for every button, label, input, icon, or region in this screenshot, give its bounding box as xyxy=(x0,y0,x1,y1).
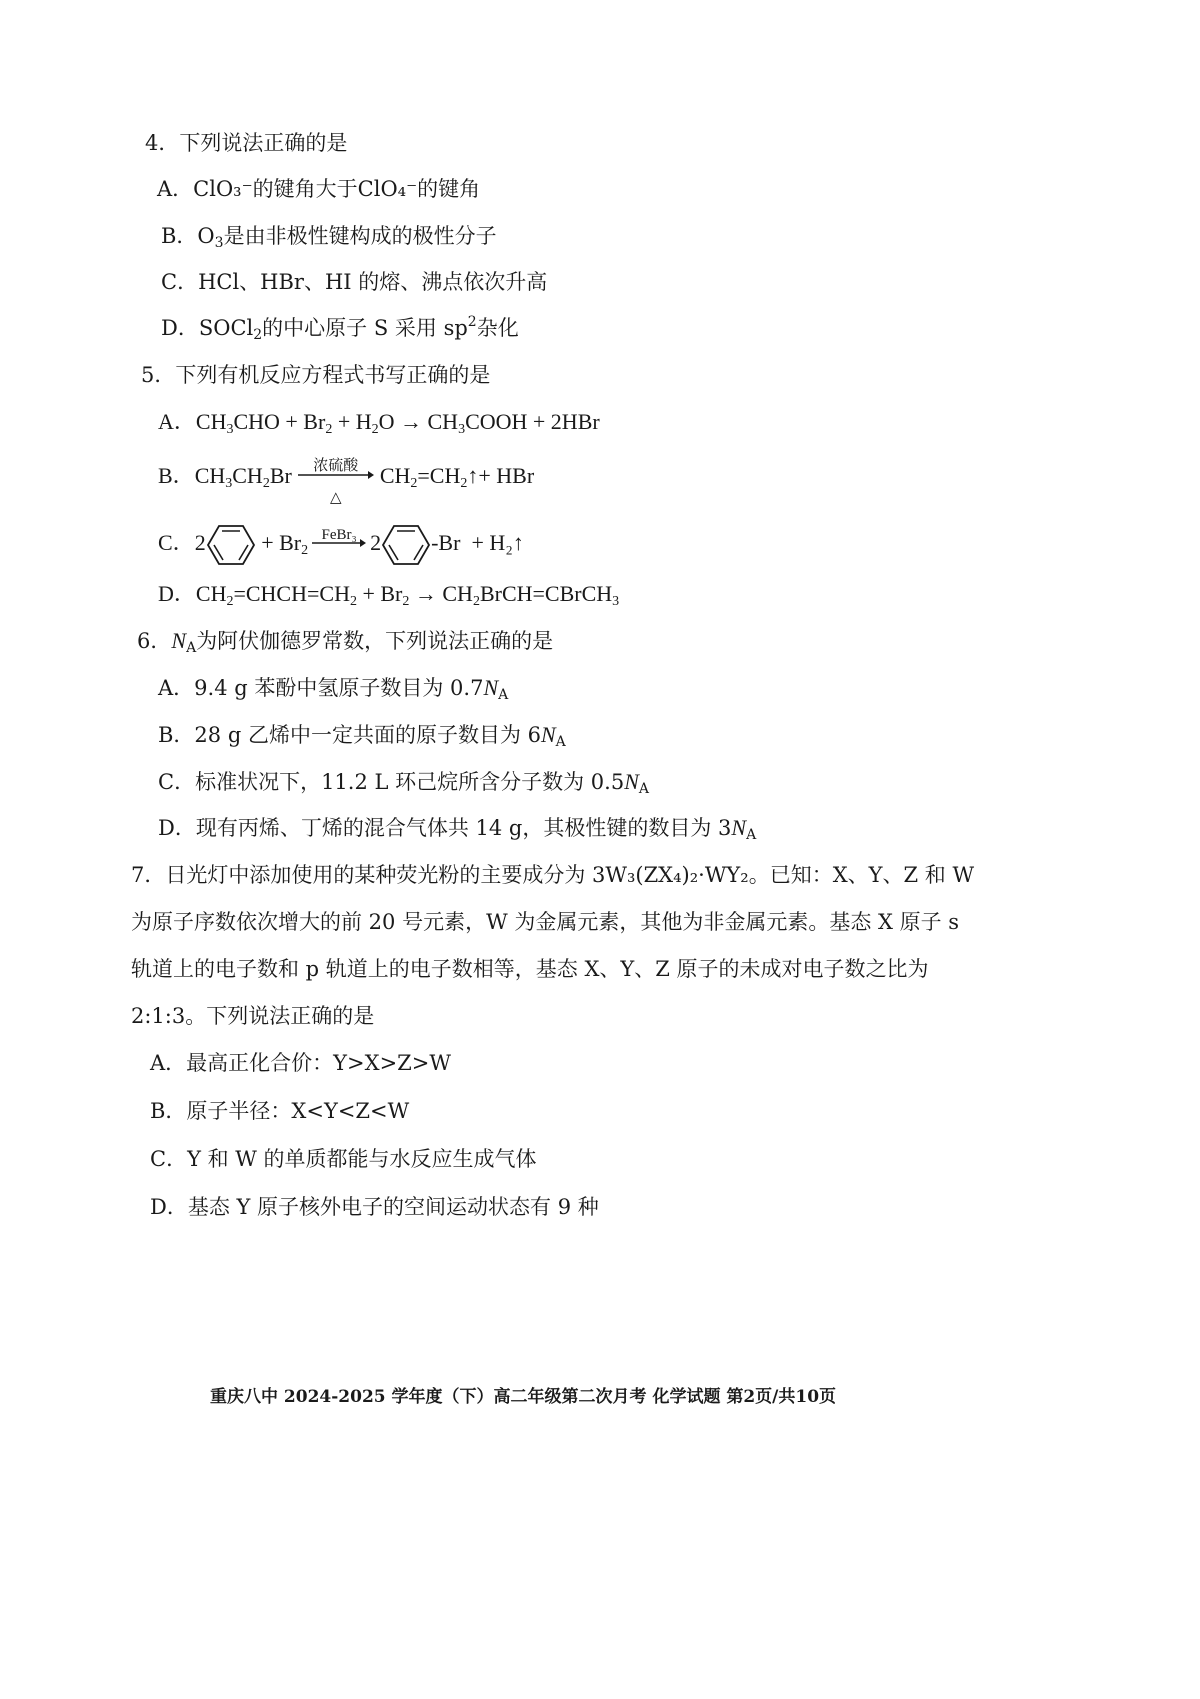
q7-line4: 2:1:3。下列说法正确的是 xyxy=(131,1004,375,1028)
q6-option-b xyxy=(158,720,566,750)
benzene-ring-icon xyxy=(206,523,256,567)
q6-b-text: B．28 g 乙烯中一定共面的原子数目为 6 xyxy=(158,723,541,747)
reaction-arrow-c xyxy=(312,527,366,560)
q6-b-na: N xyxy=(540,722,556,747)
q5-option-c xyxy=(158,523,524,567)
q6-option-d xyxy=(158,813,756,843)
q5-c-coef2: 2 xyxy=(370,530,382,556)
q5-b-label: B． xyxy=(158,463,195,488)
q7-line1: 7．日光灯中添加使用的某种荧光粉的主要成分为 3W₃(ZX₄)₂·WY₂。已知：X、Y、Z 和 W xyxy=(131,863,975,887)
q6-b-na-sub: A xyxy=(555,734,566,750)
q6-option-c xyxy=(158,767,649,797)
q4-d-post: 杂化 xyxy=(476,316,519,340)
q4-b-pre: B．O xyxy=(161,224,215,248)
q6-stem-post: 为阿伏伽德罗常数，下列说法正确的是 xyxy=(196,629,554,653)
q4-d-sup: 2 xyxy=(467,314,477,330)
q6-d-na: N xyxy=(731,815,747,840)
q4-option-c: C．HCl、HBr、HI 的熔、沸点依次升高 xyxy=(161,270,548,294)
q5-d-label: D． xyxy=(158,581,196,606)
b-condition-bottom: △ xyxy=(330,489,342,506)
q7-line3: 轨道上的电子数和 p 轨道上的电子数相等，基态 X、Y、Z 原子的未成对电子数之比为 xyxy=(131,957,929,981)
q6-stem xyxy=(137,626,553,656)
arrow-icon xyxy=(298,471,374,479)
q6-c-na: N xyxy=(624,769,639,794)
q6-stem-pre: 6． xyxy=(137,629,172,653)
arrow-icon xyxy=(312,539,366,547)
q6-option-a xyxy=(158,673,508,703)
q6-d-na-sub: A xyxy=(746,827,757,843)
page-footer: 重庆八中 2024-2025 学年度（下）高二年级第二次月考 化学试题 第2页/共10页 xyxy=(210,1387,837,1407)
q6-a-text: A．9.4 g 苯酚中氢原子数目为 0.7 xyxy=(158,676,484,700)
q5-c-reagent-sub: 2 xyxy=(301,543,309,559)
q6-c-text: C．标准状况下，11.2 L 环己烷所含分子数为 0.5 xyxy=(158,770,625,794)
q5-stem: 5．下列有机反应方程式书写正确的是 xyxy=(141,363,491,387)
q6-c-na-sub: A xyxy=(638,781,650,797)
q5-a-label: A． xyxy=(158,409,196,434)
q5-option-a: A．$CH_3CHO + Br_2 + H_2O$ → $CH_3COOH + 2HBr$ xyxy=(158,409,600,437)
q4-d-pre: D．SOCl xyxy=(161,316,254,340)
q6-a-na: N xyxy=(483,675,499,700)
c-catalyst: FeBr₃ xyxy=(321,527,357,543)
q6-na: N xyxy=(171,628,187,653)
q7-option-c: C．Y 和 W 的单质都能与水反应生成气体 xyxy=(150,1147,537,1171)
b-condition-top: 浓硫酸 xyxy=(313,457,359,474)
q5-option-d: D．$CH_2=CHCH=CH_2 + Br_2$ → $CH_2BrCH=CBrCH_3$ xyxy=(158,581,620,609)
q4-option-d xyxy=(161,313,519,343)
q7-option-b: B．原子半径：X<Y<Z<W xyxy=(150,1099,410,1123)
q6-a-na-sub: A xyxy=(498,687,509,703)
q4-option-b xyxy=(161,221,497,251)
q7-option-a: A．最高正化合价：Y>X>Z>W xyxy=(150,1051,451,1075)
q7-line2: 为原子序数依次增大的前 20 号元素，W 为金属元素，其他为非金属元素。基态 X 原子 s xyxy=(131,910,960,934)
q5-c-reagent: + Br xyxy=(261,530,302,556)
q6-na-sub: A xyxy=(186,640,197,656)
q4-b-sub: 3 xyxy=(214,235,224,251)
q5-c-coef: 2 xyxy=(194,530,206,556)
q5-c-h2: + H₂↑ xyxy=(471,530,524,556)
q4-d-mid: 的中心原子 S 采用 sp xyxy=(262,316,468,340)
reaction-arrow-b xyxy=(298,457,374,506)
q4-stem: 4．下列说法正确的是 xyxy=(145,131,348,155)
q5-c-br: -Br xyxy=(431,530,461,556)
q7-option-d: D．基态 Y 原子核外电子的空间运动状态有 9 种 xyxy=(150,1195,599,1219)
q5-c-label: C． xyxy=(158,530,195,556)
q4-d-sub: 2 xyxy=(253,327,263,343)
q4-b-post: 是由非极性键构成的极性分子 xyxy=(223,224,497,248)
q5-option-b: B．$CH_3CH_2Br$ 浓硫酸 △ $CH_2=CH_2↑+$ HBr xyxy=(158,461,534,493)
benzene-ring-icon xyxy=(381,523,431,567)
q6-d-text: D．现有丙烯、丁烯的混合气体共 14 g，其极性键的数目为 3 xyxy=(158,816,732,840)
q4-option-a: A．ClO₃⁻的键角大于ClO₄⁻的键角 xyxy=(157,177,481,201)
